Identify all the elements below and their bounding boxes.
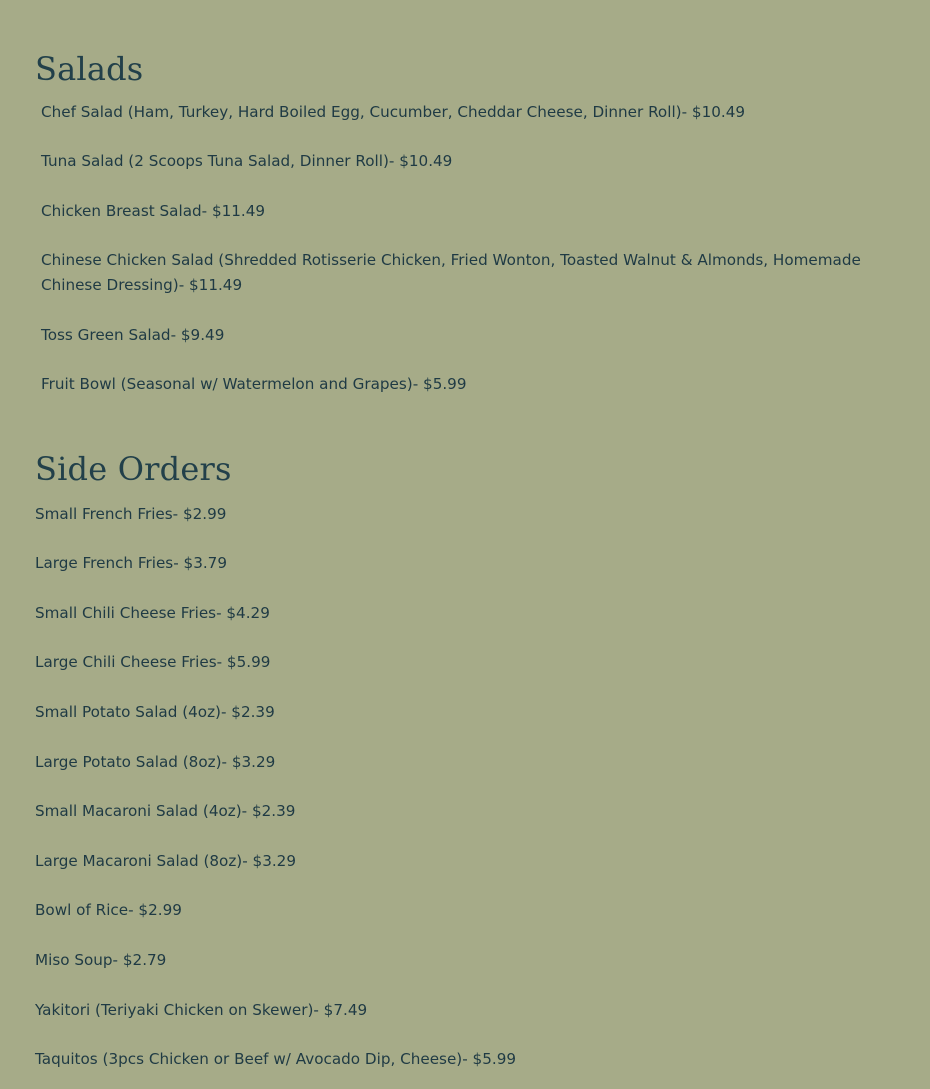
salad-item-chinese-chicken: Chinese Chicken Salad (Shredded Rotisserie Chicken, Fried Wonton, Toasted Walnut & Almonds, Homemade Chinese Dressing)- $11.49 [41, 251, 861, 294]
salads-heading: Salads [35, 50, 144, 88]
side-orders-heading: Side Orders [35, 450, 232, 488]
side-item-taquitos: Taquitos (3pcs Chicken or Beef w/ Avocado Dip, Cheese)- $5.99 [35, 1050, 517, 1068]
side-item-small-chili-cheese-fries: Small Chili Cheese Fries- $4.29 [35, 604, 270, 622]
side-item-bowl-of-rice: Bowl of Rice- $2.99 [35, 901, 182, 919]
side-item-large-chili-cheese-fries: Large Chili Cheese Fries- $5.99 [35, 653, 271, 671]
side-item-small-potato-salad: Small Potato Salad (4oz)- $2.39 [35, 703, 275, 721]
side-item-yakitori: Yakitori (Teriyaki Chicken on Skewer)- $7.49 [35, 1001, 368, 1019]
salad-item-chef: Chef Salad (Ham, Turkey, Hard Boiled Egg, Cucumber, Cheddar Cheese, Dinner Roll)- $10.49 [41, 103, 746, 121]
side-item-large-macaroni-salad: Large Macaroni Salad (8oz)- $3.29 [35, 852, 297, 870]
side-item-miso-soup: Miso Soup- $2.79 [35, 951, 167, 969]
salad-item-fruit-bowl: Fruit Bowl (Seasonal w/ Watermelon and Grapes)- $5.99 [41, 375, 467, 393]
salad-item-tuna: Tuna Salad (2 Scoops Tuna Salad, Dinner Roll)- $10.49 [41, 152, 453, 170]
salad-item-toss-green: Toss Green Salad- $9.49 [41, 326, 225, 344]
salad-item-chicken-breast: Chicken Breast Salad- $11.49 [41, 202, 266, 220]
side-item-small-macaroni-salad: Small Macaroni Salad (4oz)- $2.39 [35, 802, 296, 820]
side-item-large-french-fries: Large French Fries- $3.79 [35, 554, 228, 572]
side-item-large-potato-salad: Large Potato Salad (8oz)- $3.29 [35, 753, 276, 771]
side-item-small-french-fries: Small French Fries- $2.99 [35, 505, 227, 523]
